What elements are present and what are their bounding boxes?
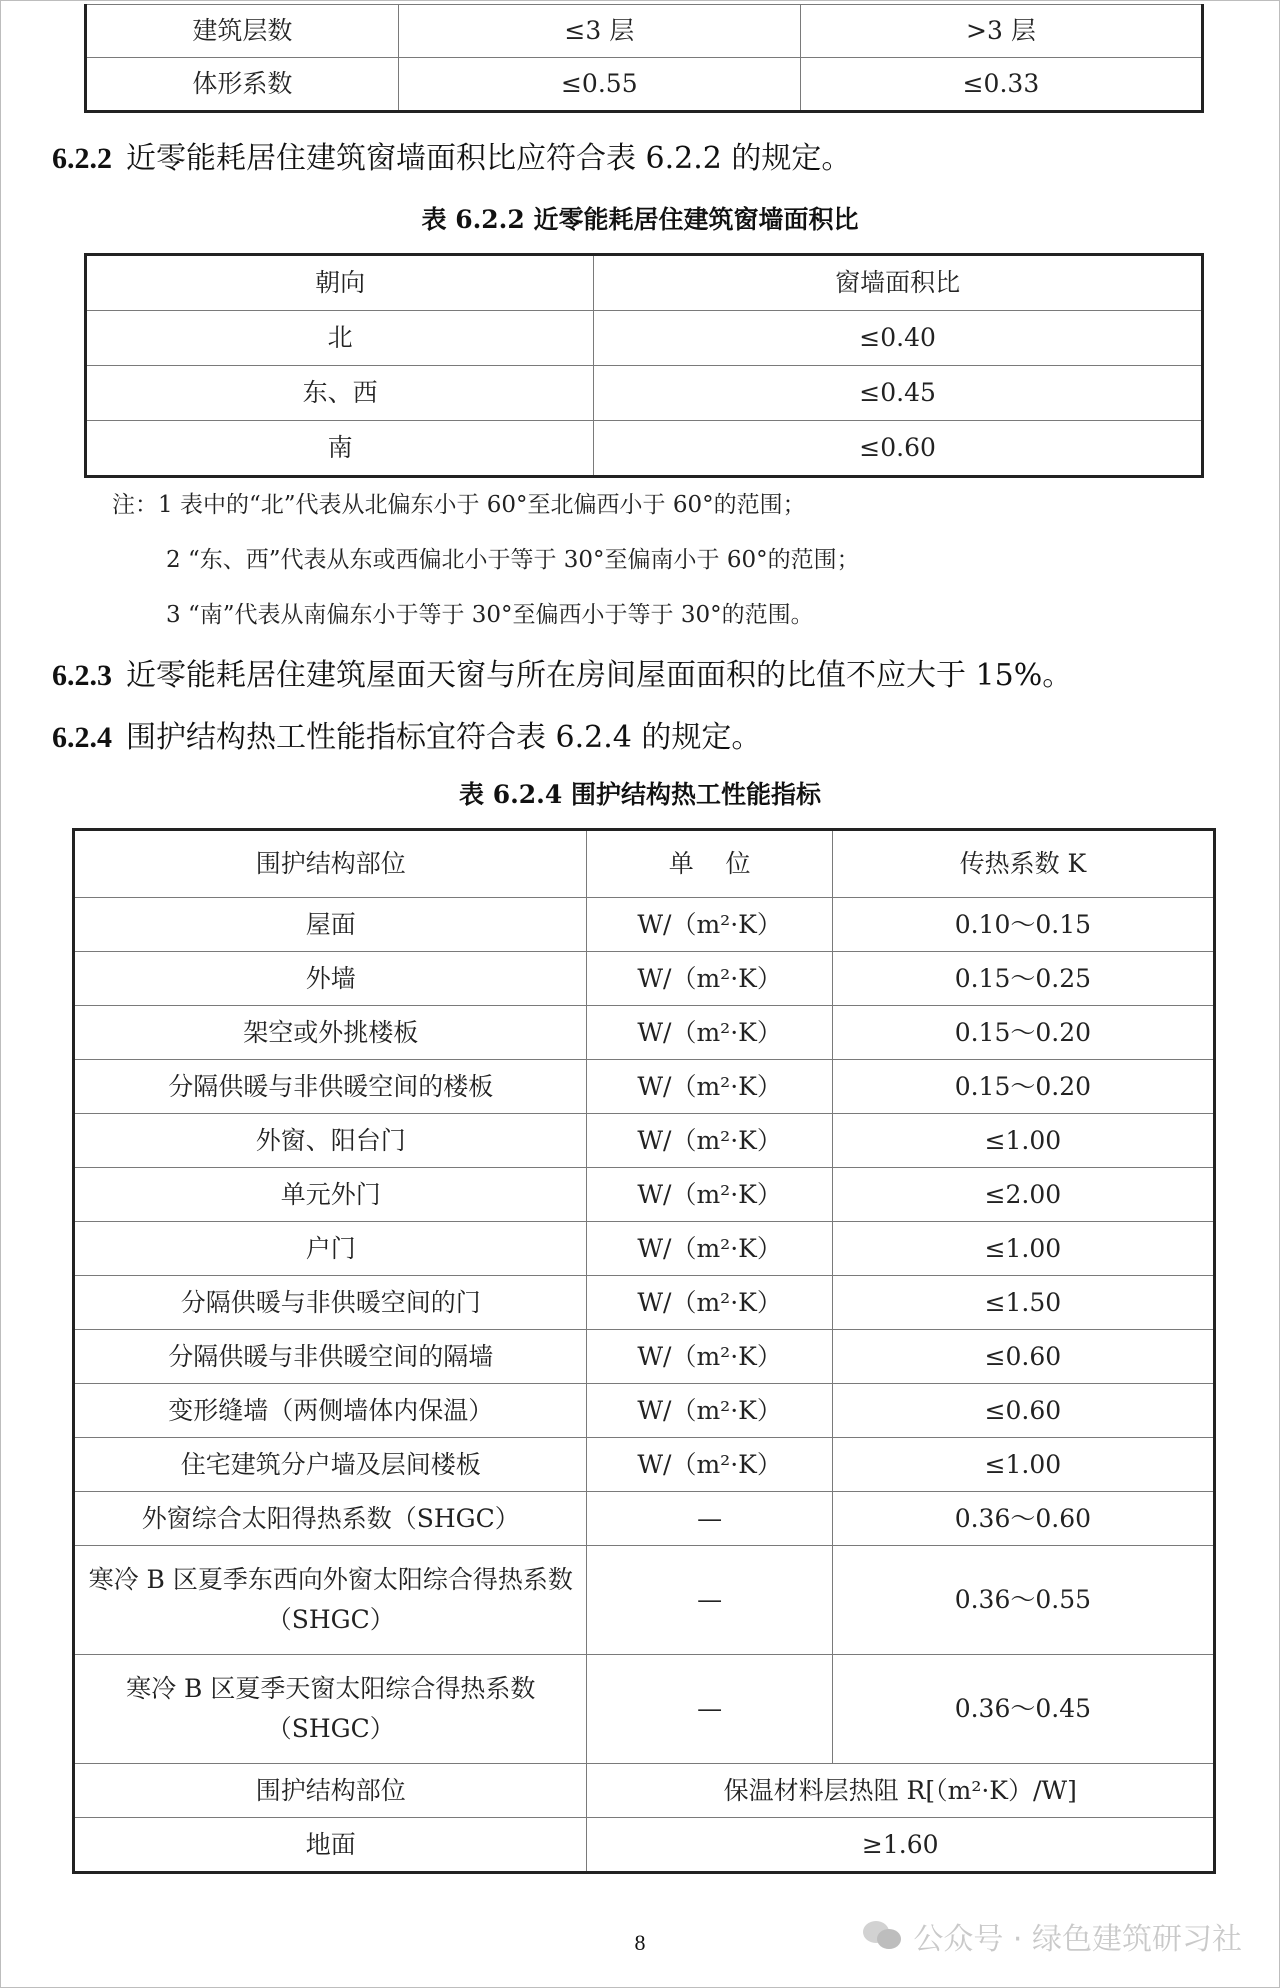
- table-cell: 寒冷 B 区夏季东西向外窗太阳综合得热系数（SHGC）: [74, 1546, 587, 1655]
- thermal-performance-table: [72, 828, 1216, 1874]
- page-number: 8: [634, 1930, 646, 1955]
- table-cell: ≤1.00: [832, 1438, 1214, 1492]
- table-cell: ≤0.60: [832, 1330, 1214, 1384]
- table-header-cell: 传热系数 K: [832, 830, 1214, 898]
- table-cell: ≤1.00: [832, 1114, 1214, 1168]
- table-note-3: 3 “南”代表从南偏东小于等于 30°至偏西小于等于 30°的范围。: [166, 602, 814, 628]
- table-subheader-row: [74, 1764, 1215, 1818]
- table-cell: ≥1.60: [587, 1818, 1215, 1873]
- table-cell: ≤0.33: [800, 58, 1202, 112]
- table-cell: W/（m²·K）: [587, 1384, 832, 1438]
- table-cell: W/（m²·K）: [587, 1330, 832, 1384]
- table-cell: 寒冷 B 区夏季天窗太阳综合得热系数（SHGC）: [74, 1655, 587, 1764]
- table-cell: 0.10～0.15: [832, 898, 1214, 952]
- table-cell: 变形缝墙（两侧墙体内保温）: [74, 1384, 587, 1438]
- table-header-cell: 围护结构部位: [74, 1764, 587, 1818]
- table-row: [86, 5, 1203, 58]
- table-cell: W/（m²·K）: [587, 1276, 832, 1330]
- table-cell: 体形系数: [86, 58, 399, 112]
- clause-text: 近零能耗居住建筑窗墙面积比应符合表 6.2.2 的规定。: [126, 141, 852, 176]
- table-cell: —: [587, 1655, 832, 1764]
- table-header-row: [86, 255, 1203, 311]
- table-header-cell: 单 位: [587, 830, 832, 898]
- table-cell: —: [587, 1492, 832, 1546]
- table-cell: W/（m²·K）: [587, 1114, 832, 1168]
- table-6-2-2-title: 表 6.2.2 近零能耗居住建筑窗墙面积比: [421, 205, 859, 234]
- table-header-cell: 保温材料层热阻 R[（m²·K）/W]: [587, 1764, 1215, 1818]
- table-row: [74, 1330, 1215, 1384]
- clause-6-2-4: [52, 712, 761, 756]
- table-cell: W/（m²·K）: [587, 1168, 832, 1222]
- table-cell: 0.36～0.55: [832, 1546, 1214, 1655]
- table-cell: 0.15～0.20: [832, 1060, 1214, 1114]
- table-cell: 0.15～0.25: [832, 952, 1214, 1006]
- table-cell: W/（m²·K）: [587, 1006, 832, 1060]
- table-cell: W/（m²·K）: [587, 1222, 832, 1276]
- table-row: [74, 1655, 1215, 1764]
- table-row: [74, 1276, 1215, 1330]
- table-cell: 建筑层数: [86, 5, 399, 58]
- table-cell: ≤1.00: [832, 1222, 1214, 1276]
- table-cell: 外窗、阳台门: [74, 1114, 587, 1168]
- table-cell: 分隔供暖与非供暖空间的隔墙: [74, 1330, 587, 1384]
- table-cell: 外墙: [74, 952, 587, 1006]
- table-row: [74, 1492, 1215, 1546]
- table-header-cell: 窗墙面积比: [594, 255, 1203, 311]
- table-row: [74, 1546, 1215, 1655]
- table-cell: ≤0.60: [832, 1384, 1214, 1438]
- table-cell: 0.36～0.60: [832, 1492, 1214, 1546]
- table-cell: 外窗综合太阳得热系数（SHGC）: [74, 1492, 587, 1546]
- table-cell: 北: [86, 311, 594, 366]
- table-cell: ≤2.00: [832, 1168, 1214, 1222]
- table-cell: ≤0.60: [594, 421, 1203, 477]
- table-cell: W/（m²·K）: [587, 1438, 832, 1492]
- table-cell: 屋面: [74, 898, 587, 952]
- clause-text: 近零能耗居住建筑屋面天窗与所在房间屋面面积的比值不应大于 15%。: [126, 658, 1073, 693]
- table-cell: 0.36～0.45: [832, 1655, 1214, 1764]
- table-row: [74, 1222, 1215, 1276]
- shape-coefficient-table: [84, 4, 1204, 113]
- table-row: [74, 952, 1215, 1006]
- table-cell: 南: [86, 421, 594, 477]
- table-row: [86, 366, 1203, 421]
- clause-number: 6.2.2: [52, 142, 112, 175]
- table-header-cell: 朝向: [86, 255, 594, 311]
- table-cell: 0.15～0.20: [832, 1006, 1214, 1060]
- table-cell: 地面: [74, 1818, 587, 1873]
- table-cell: W/（m²·K）: [587, 952, 832, 1006]
- clause-number: 6.2.4: [52, 721, 112, 754]
- table-cell: ≤0.45: [594, 366, 1203, 421]
- table-header-cell: 围护结构部位: [74, 830, 587, 898]
- table-cell: ≤3 层: [398, 5, 800, 58]
- table-header-row: [74, 830, 1215, 898]
- table-cell: 单元外门: [74, 1168, 587, 1222]
- table-cell: ≤1.50: [832, 1276, 1214, 1330]
- table-cell: W/（m²·K）: [587, 898, 832, 952]
- table-cell: 东、西: [86, 366, 594, 421]
- wechat-icon: [863, 1919, 903, 1953]
- table-cell: >3 层: [800, 5, 1202, 58]
- table-cell: —: [587, 1546, 832, 1655]
- table-row: [86, 311, 1203, 366]
- table-row: [74, 1168, 1215, 1222]
- table-row: [74, 1818, 1215, 1873]
- table-row: [74, 1114, 1215, 1168]
- table-row: [74, 1060, 1215, 1114]
- table-note-1: 注：1 表中的“北”代表从北偏东小于 60°至北偏西小于 60°的范围；: [112, 492, 806, 518]
- table-cell: ≤0.40: [594, 311, 1203, 366]
- table-row: [74, 1006, 1215, 1060]
- table-row: [74, 1384, 1215, 1438]
- clause-6-2-3: [52, 650, 1072, 694]
- table-row: [74, 1438, 1215, 1492]
- table-cell: 架空或外挑楼板: [74, 1006, 587, 1060]
- table-row: [86, 421, 1203, 477]
- clause-text: 围护结构热工性能指标宜符合表 6.2.4 的规定。: [126, 720, 762, 755]
- watermark: [863, 1914, 1242, 1958]
- table-cell: 户门: [74, 1222, 587, 1276]
- table-cell: W/（m²·K）: [587, 1060, 832, 1114]
- window-wall-ratio-table: [84, 253, 1204, 478]
- watermark-text: 公众号 · 绿色建筑研习社: [913, 1922, 1242, 1957]
- table-cell: ≤0.55: [398, 58, 800, 112]
- table-row: [74, 898, 1215, 952]
- clause-number: 6.2.3: [52, 659, 112, 692]
- table-row: [86, 58, 1203, 112]
- table-note-2: 2 “东、西”代表从东或西偏北小于等于 30°至偏南小于 60°的范围；: [166, 547, 860, 573]
- table-cell: 分隔供暖与非供暖空间的门: [74, 1276, 587, 1330]
- table-cell: 住宅建筑分户墙及层间楼板: [74, 1438, 587, 1492]
- clause-6-2-2: [52, 133, 851, 177]
- table-6-2-4-title: 表 6.2.4 围护结构热工性能指标: [458, 780, 821, 809]
- table-cell: 分隔供暖与非供暖空间的楼板: [74, 1060, 587, 1114]
